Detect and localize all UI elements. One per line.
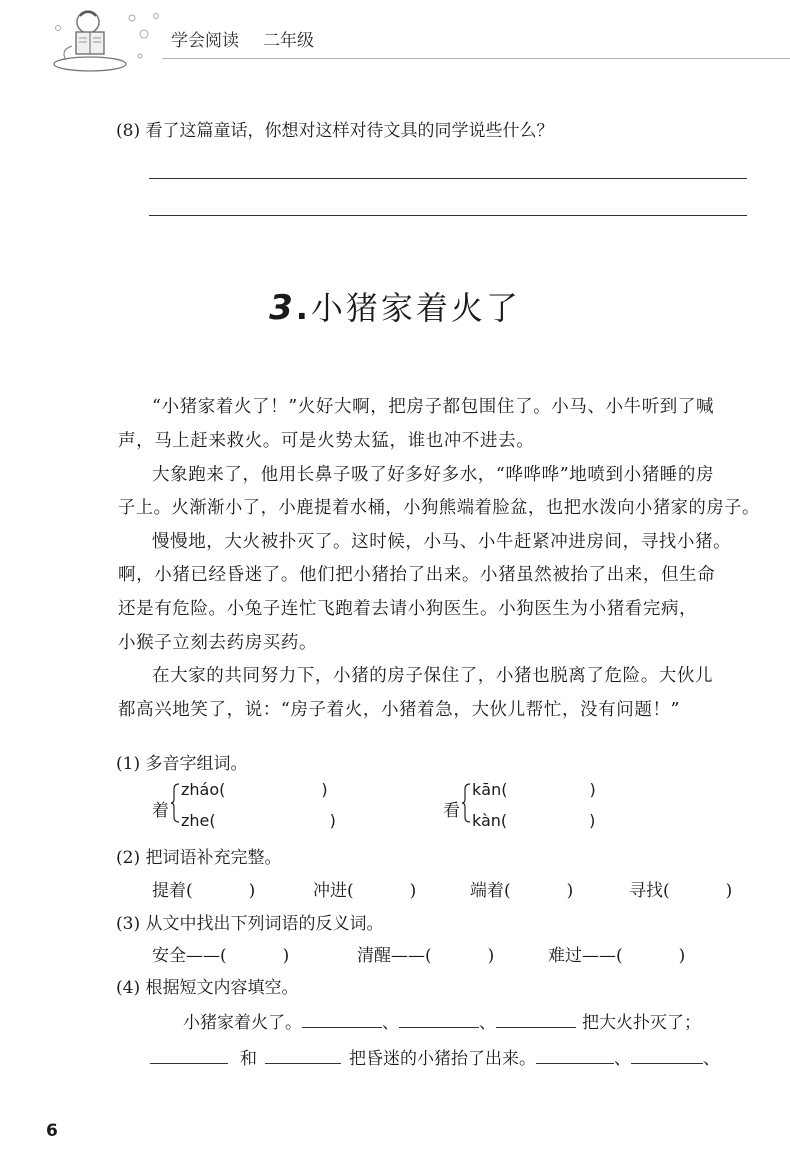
grade-label: 二年级 bbox=[263, 31, 314, 51]
passage-line: 大象跑来了，他用长鼻子吸了好多好多水，“哗哗哗”地喷到小猪睡的房 bbox=[152, 465, 715, 485]
question-8: (8) 看了这篇童话，你想对这样对待文具的同学说些什么？ bbox=[116, 121, 554, 141]
blank-qingxing[interactable]: ) bbox=[487, 946, 495, 966]
fill-sentence-1: 小猪家着火了。 、 、 把大火扑灭了； bbox=[183, 1013, 701, 1033]
blank-tizhe[interactable]: ) bbox=[248, 881, 256, 901]
antonym-item-anquan: 安全——( ) bbox=[152, 946, 290, 966]
passage-line: 都高兴地笑了，说：“房子着火，小猪着急，大伙儿帮忙，没有问题！” bbox=[118, 700, 681, 720]
blank-duanzhe[interactable]: ) bbox=[566, 881, 574, 901]
blank-anquan[interactable]: ) bbox=[282, 946, 290, 966]
answer-line[interactable] bbox=[149, 215, 747, 216]
blank-helper-3[interactable] bbox=[496, 1026, 576, 1028]
question-2-label: (2) 把词语补充完整。 bbox=[116, 848, 282, 868]
blank-helper-4[interactable] bbox=[536, 1062, 614, 1064]
passage-line: 声，马上赶来救火。可是火势太猛，谁也冲不进去。 bbox=[118, 431, 535, 451]
header-divider bbox=[162, 58, 790, 59]
blank-kan4[interactable]: ) bbox=[589, 811, 596, 830]
passage-line: 在大家的共同努力下，小猪的房子保住了，小猪也脱离了危险。大伙儿 bbox=[152, 666, 714, 686]
fill-item-chongjin: 冲进( ) bbox=[313, 881, 417, 901]
polyphone-char-kan: 看 bbox=[443, 801, 460, 821]
blank-rescuer-2[interactable] bbox=[265, 1062, 341, 1064]
blank-rescuer-1[interactable] bbox=[150, 1062, 228, 1064]
brace-icon bbox=[170, 783, 180, 823]
reading-zhao: zháo( ) bbox=[181, 780, 328, 799]
page-number: 6 bbox=[46, 1121, 58, 1141]
fill-sentence-2: 和 把昏迷的小猪抬了出来。 、 、 bbox=[150, 1044, 720, 1069]
blank-chongjin[interactable]: ) bbox=[409, 881, 417, 901]
fill-item-duanzhe: 端着( ) bbox=[470, 881, 574, 901]
fill-item-tizhe: 提着( ) bbox=[152, 881, 256, 901]
blank-kan1[interactable]: ) bbox=[589, 780, 596, 799]
polyphone-char-zhao: 着 bbox=[152, 801, 169, 821]
series-name: 学会阅读 bbox=[171, 31, 239, 51]
reading-kan1: kān( ) bbox=[472, 780, 596, 799]
reading-kan4: kàn( ) bbox=[472, 811, 596, 830]
antonym-item-nanguo: 难过——( ) bbox=[548, 946, 686, 966]
article-title bbox=[0, 283, 790, 329]
reading-zhe: zhe( ) bbox=[181, 811, 336, 830]
blank-nanguo[interactable]: ) bbox=[678, 946, 686, 966]
passage-line: 小猴子立刻去药房买药。 bbox=[118, 633, 318, 653]
answer-line[interactable] bbox=[149, 178, 747, 179]
passage-line: “小猪家着火了！”火好大啊，把房子都包围住了。小马、小牛听到了喊 bbox=[152, 397, 715, 417]
reading-child-logo-icon bbox=[48, 4, 168, 74]
blank-zhao[interactable]: ) bbox=[321, 780, 328, 799]
blank-zhe[interactable]: ) bbox=[329, 811, 336, 830]
blank-helper-1[interactable] bbox=[302, 1026, 382, 1028]
brace-icon bbox=[461, 783, 471, 823]
question-4-label: (4) 根据短文内容填空。 bbox=[116, 978, 299, 998]
fill-item-xunzhao: 寻找( ) bbox=[629, 881, 733, 901]
question-3-label: (3) 从文中找出下列词语的反义词。 bbox=[116, 914, 384, 934]
passage-line: 子上。火渐渐小了，小鹿提着水桶，小狗熊端着脸盆，也把水泼向小猪家的房子。 bbox=[118, 498, 760, 518]
antonym-item-qingxing: 清醒——( ) bbox=[357, 946, 495, 966]
article-number: 3 bbox=[269, 288, 296, 328]
passage-line: 啊，小猪已经昏迷了。他们把小猪抬了出来。小猪虽然被抬了出来，但生命 bbox=[118, 565, 716, 585]
header-title bbox=[171, 26, 314, 51]
article-number-dot: . bbox=[295, 289, 311, 327]
passage-line: 还是有危险。小兔子连忙飞跑着去请小狗医生。小狗医生为小猪看完病， bbox=[118, 599, 698, 619]
question-1-label: (1) 多音字组词。 bbox=[116, 754, 248, 774]
blank-helper-5[interactable] bbox=[631, 1062, 703, 1064]
article-title-text: 小猪家着火了 bbox=[310, 289, 521, 327]
passage-line: 慢慢地，大火被扑灭了。这时候，小马、小牛赶紧冲进房间，寻找小猪。 bbox=[152, 532, 732, 552]
blank-xunzhao[interactable]: ) bbox=[725, 881, 733, 901]
blank-helper-2[interactable] bbox=[399, 1026, 479, 1028]
